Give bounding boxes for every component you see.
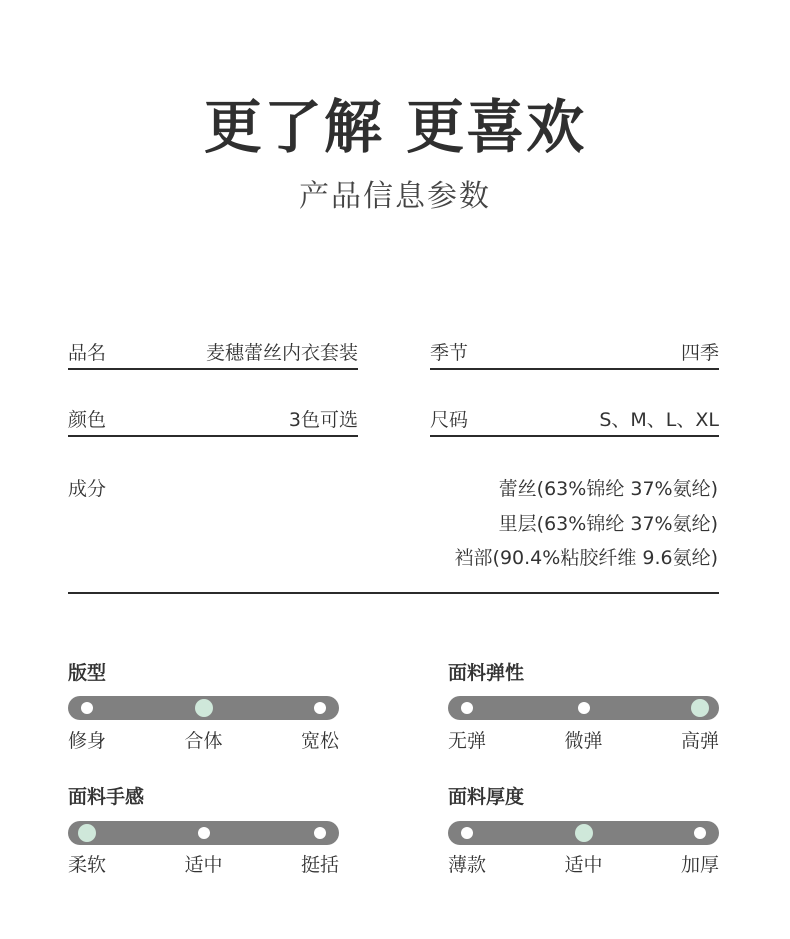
tick-label: 合体 <box>184 730 223 752</box>
composition-label: 成分 <box>68 478 107 500</box>
param-row-name <box>68 338 358 370</box>
tick-label: 修身 <box>68 730 107 752</box>
param-value: S、M、L、XL <box>599 409 719 431</box>
param-label: 品名 <box>68 342 107 364</box>
tick-label: 适中 <box>184 854 223 876</box>
track-dot <box>81 702 93 714</box>
param-row-color <box>68 405 358 437</box>
attribute-ticks <box>448 726 719 752</box>
track-dot-selected <box>691 699 709 717</box>
tick-label: 高弹 <box>680 730 719 752</box>
track-dot-selected <box>195 699 213 717</box>
tick-label: 挺括 <box>300 854 339 876</box>
attribute-title: 版型 <box>68 662 107 684</box>
tick-label: 无弹 <box>448 730 487 752</box>
track-dot <box>694 827 706 839</box>
track-dot <box>578 702 590 714</box>
param-row-season <box>430 338 719 370</box>
attribute-track <box>68 821 339 845</box>
attribute-thickness <box>448 782 719 882</box>
tick-label: 微弹 <box>564 730 603 752</box>
composition-line-crotch: 裆部(90.4%粘胶纤维 9.6氨纶) <box>454 547 718 569</box>
param-label: 季节 <box>430 342 469 364</box>
param-value: 麦穗蕾丝内衣套装 <box>205 342 358 364</box>
section-divider <box>68 592 719 594</box>
page-title: 更了解 更喜欢 <box>203 93 587 161</box>
attribute-track <box>448 696 719 720</box>
track-dot <box>314 702 326 714</box>
attribute-title: 面料弹性 <box>448 662 525 684</box>
attribute-elasticity <box>448 658 719 758</box>
tick-label: 加厚 <box>680 854 719 876</box>
param-row-size <box>430 405 719 437</box>
tick-label: 宽松 <box>300 730 339 752</box>
track-dot <box>314 827 326 839</box>
attribute-ticks <box>68 726 339 752</box>
attribute-title: 面料手感 <box>68 786 145 808</box>
track-dot-selected <box>78 824 96 842</box>
param-value: 四季 <box>680 342 719 364</box>
track-dot <box>198 827 210 839</box>
page-subtitle: 产品信息参数 <box>299 179 491 214</box>
track-dot <box>461 827 473 839</box>
param-value: 3色可选 <box>288 409 358 431</box>
param-label: 尺码 <box>430 409 469 431</box>
composition-line-lining: 里层(63%锦纶 37%氨纶) <box>498 513 718 535</box>
tick-label: 适中 <box>564 854 603 876</box>
param-label: 颜色 <box>68 409 107 431</box>
attribute-ticks <box>448 850 719 876</box>
attribute-track <box>448 821 719 845</box>
track-dot <box>461 702 473 714</box>
attribute-ticks <box>68 850 339 876</box>
track-dot-selected <box>575 824 593 842</box>
tick-label: 薄款 <box>448 854 487 876</box>
composition-line-lace: 蕾丝(63%锦纶 37%氨纶) <box>498 478 718 500</box>
tick-label: 柔软 <box>68 854 107 876</box>
attribute-title: 面料厚度 <box>448 786 525 808</box>
attribute-hand-feel <box>68 782 339 882</box>
attribute-track <box>68 696 339 720</box>
attribute-fit <box>68 658 339 758</box>
